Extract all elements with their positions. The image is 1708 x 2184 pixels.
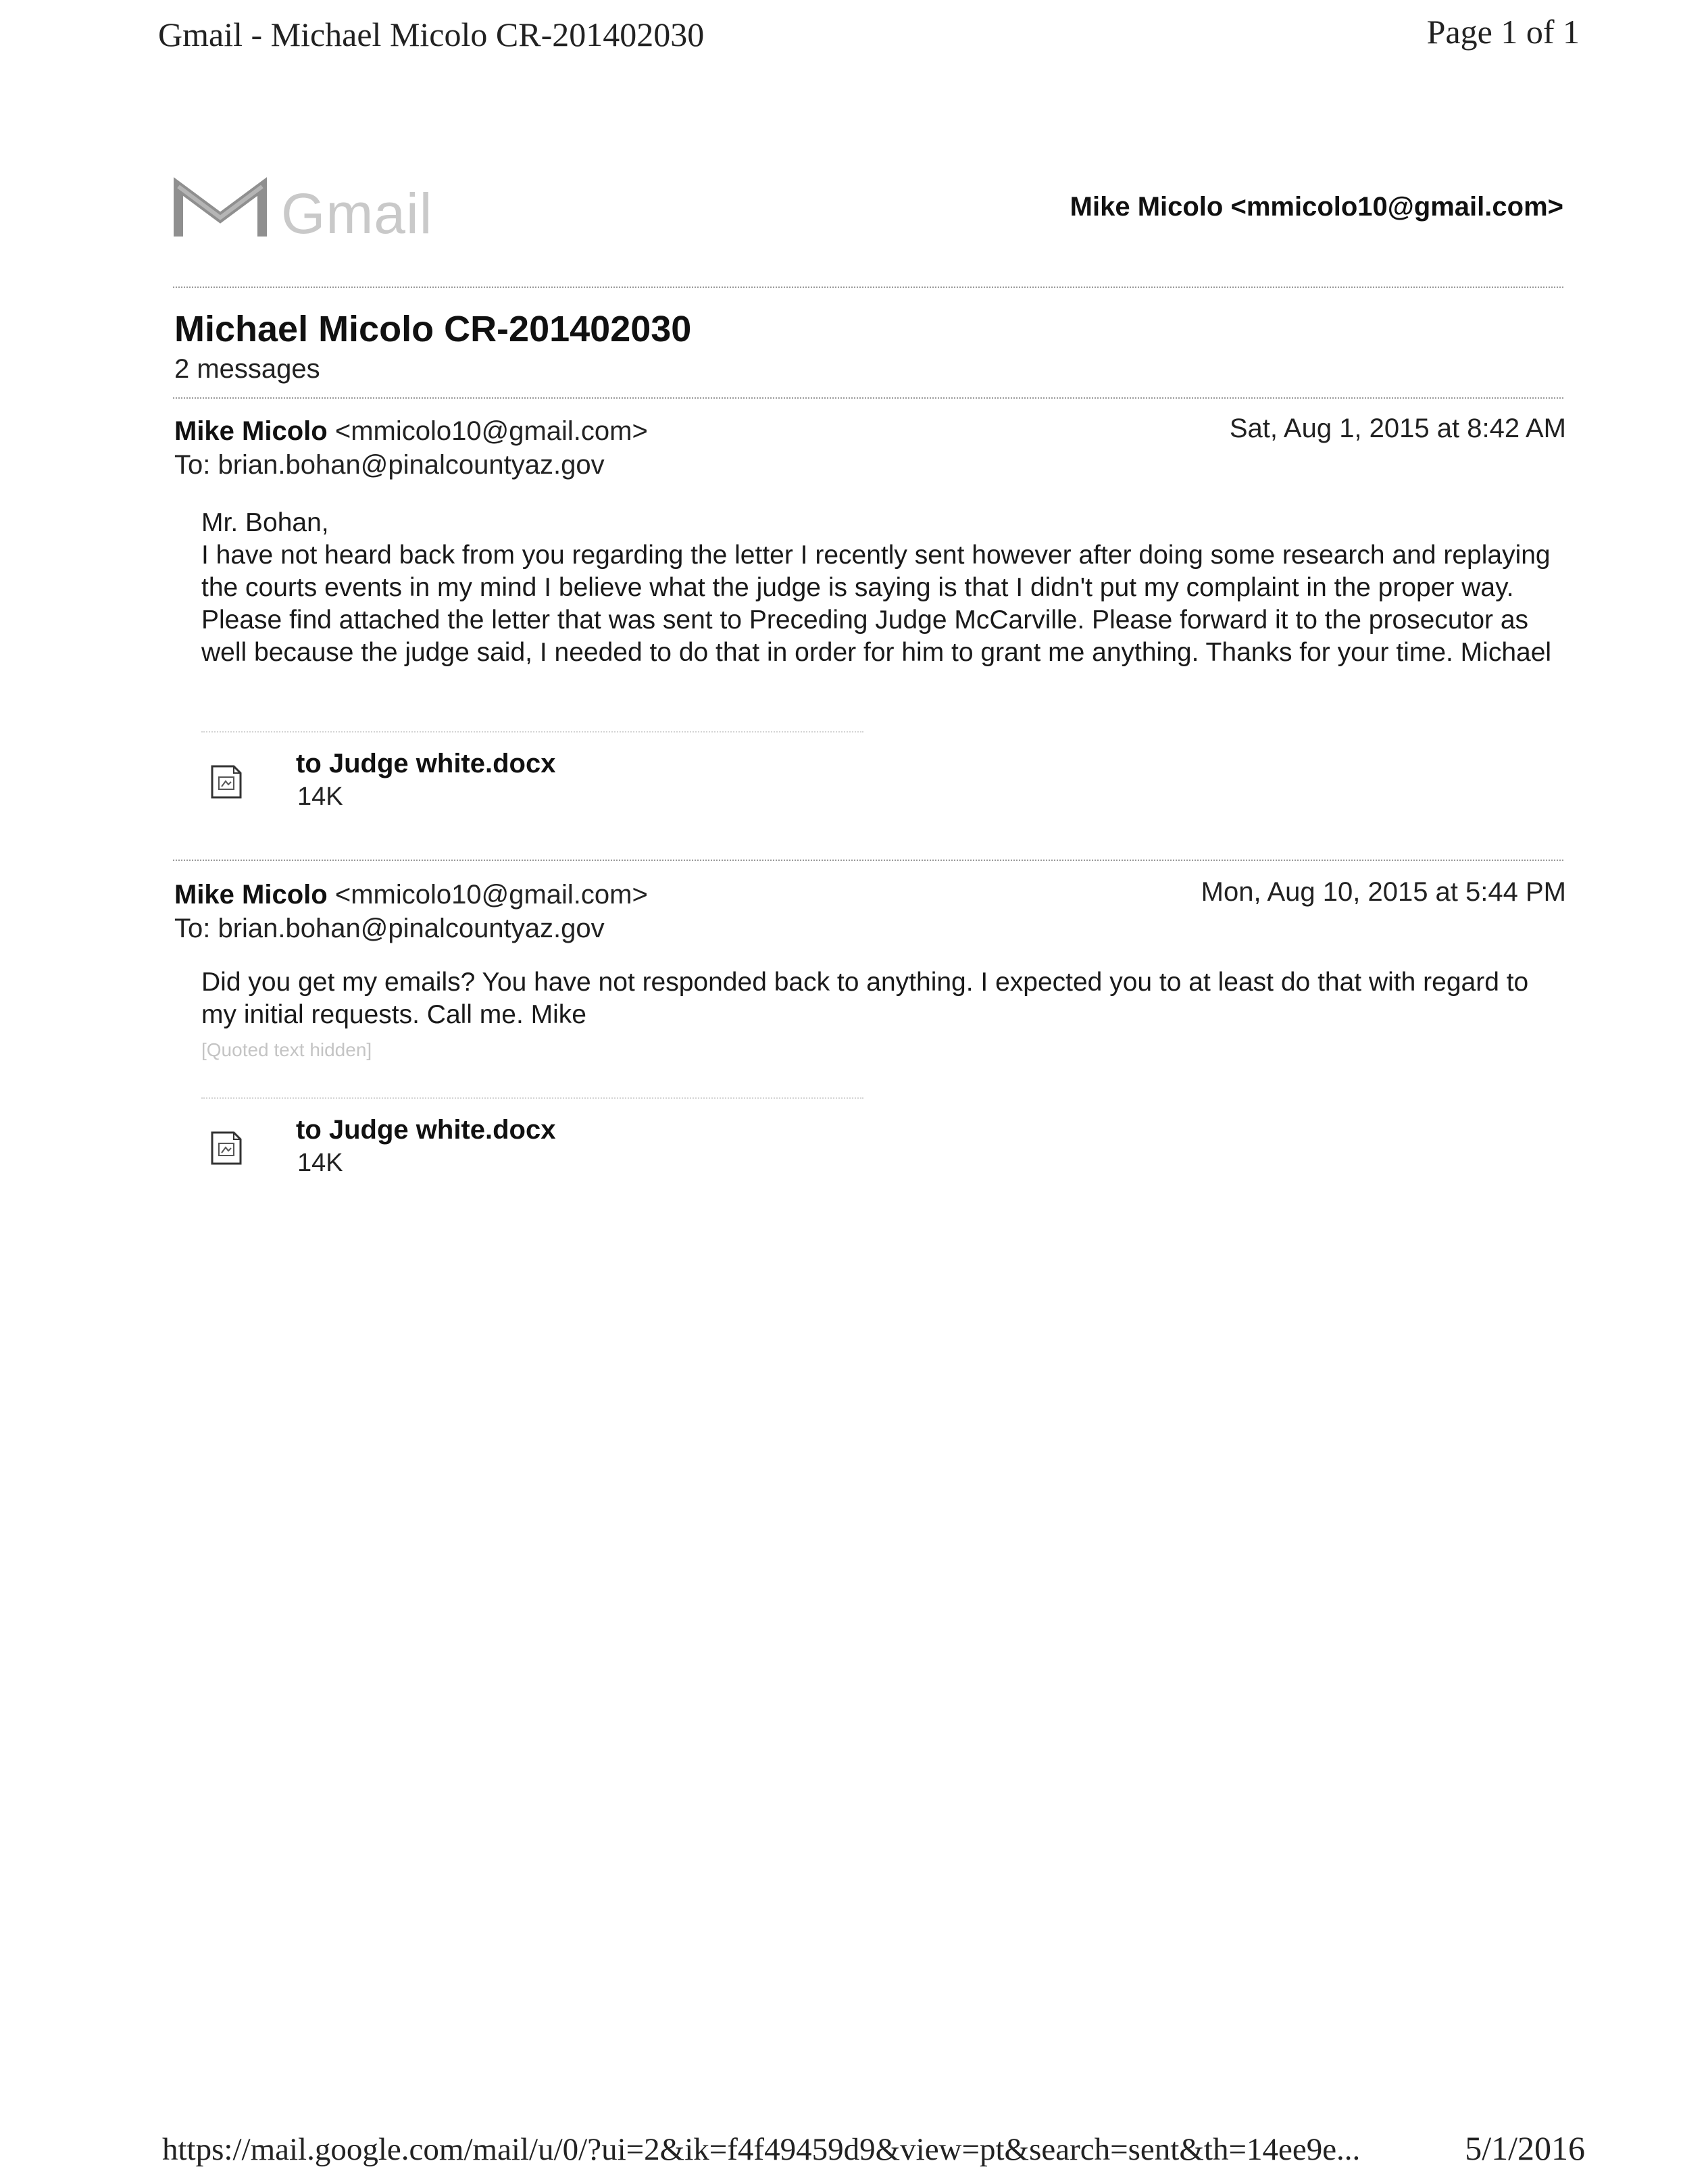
header-divider bbox=[173, 287, 1563, 288]
document-icon bbox=[209, 1127, 245, 1166]
print-footer-url: https://mail.google.com/mail/u/0/?ui=2&ik=f4f49459d9&view=pt&search=sent&th=14ee9e... bbox=[162, 2132, 1361, 2167]
subject-divider bbox=[173, 397, 1563, 399]
print-footer-date: 5/1/2016 bbox=[1465, 2129, 1585, 2167]
print-header-title: Gmail - Michael Micolo CR-201402030 bbox=[158, 16, 705, 53]
attachment-divider bbox=[201, 731, 863, 733]
account-identity: Mike Micolo <mmicolo10@gmail.com> bbox=[1070, 192, 1563, 222]
message-divider bbox=[173, 860, 1563, 861]
quoted-text-toggle[interactable]: [Quoted text hidden] bbox=[201, 1039, 372, 1060]
print-page-number: Page 1 of 1 bbox=[1426, 13, 1580, 51]
message-date: Sat, Aug 1, 2015 at 8:42 AM bbox=[1229, 414, 1566, 443]
sender-name: Mike Micolo bbox=[174, 880, 328, 910]
message-body bbox=[201, 966, 1559, 1066]
document-icon bbox=[209, 761, 245, 800]
sender-name: Mike Micolo bbox=[174, 416, 328, 446]
attachment-name[interactable]: to Judge white.docx bbox=[296, 749, 556, 778]
message-text: Did you get my emails? You have not responded back to anything. I expected you to at least do that with regard to my initial requests. Call me. Mike bbox=[201, 968, 1529, 1029]
sender-email: <mmicolo10@gmail.com> bbox=[334, 880, 648, 910]
message-count: 2 messages bbox=[174, 354, 320, 384]
message-recipient: To: brian.bohan@pinalcountyaz.gov bbox=[174, 914, 605, 943]
attachment-size: 14K bbox=[297, 783, 343, 811]
attachment-size: 14K bbox=[297, 1149, 343, 1177]
message-body bbox=[201, 507, 1559, 669]
message-greeting: Mr. Bohan, bbox=[201, 508, 329, 537]
gmail-logo bbox=[173, 177, 443, 245]
thread-subject: Michael Micolo CR-201402030 bbox=[174, 309, 692, 349]
gmail-m-icon bbox=[173, 177, 268, 245]
message-date: Mon, Aug 10, 2015 at 5:44 PM bbox=[1201, 877, 1566, 907]
message-sender bbox=[174, 416, 648, 447]
gmail-wordmark: Gmail bbox=[281, 182, 433, 245]
attachment-name[interactable]: to Judge white.docx bbox=[296, 1115, 556, 1145]
message-sender bbox=[174, 880, 648, 910]
message-recipient: To: brian.bohan@pinalcountyaz.gov bbox=[174, 450, 605, 480]
attachment-divider bbox=[201, 1097, 863, 1099]
sender-email: <mmicolo10@gmail.com> bbox=[334, 416, 648, 446]
message-text: I have not heard back from you regarding the letter I recently sent however after doing some research and replaying the courts events in my mind I believe what the judge is saying is that I didn't put my complaint in the proper way. Please find attached the letter that was sent to Preceding Judge McCarville. Please forward it to the prosecutor as well because the judge said, I needed to do that in order for him to grant me anything. Thanks for your time. Michael bbox=[201, 541, 1552, 667]
